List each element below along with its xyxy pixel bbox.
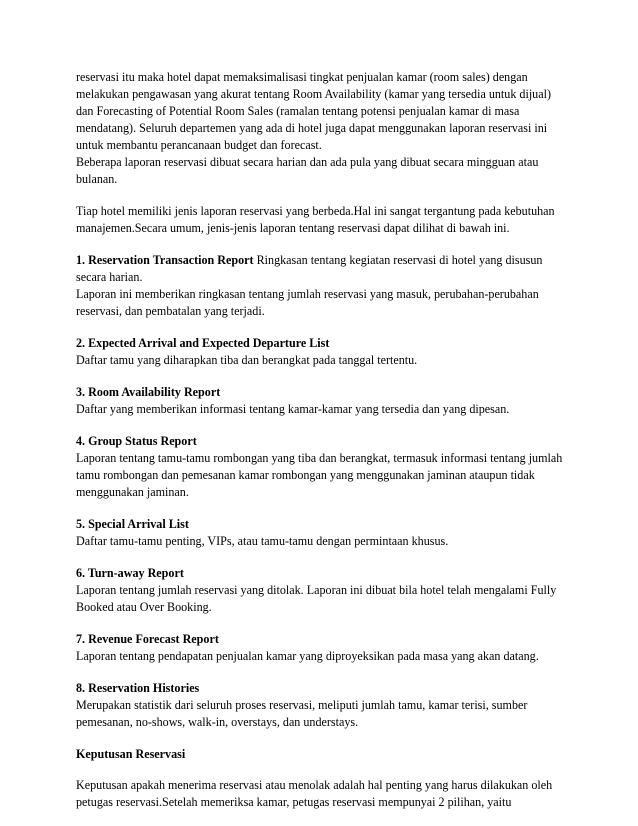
- report-section-5: [76, 516, 564, 550]
- decision-heading: [76, 746, 564, 763]
- report-section-1-inline-text: Ringkasan tentang kegiatan reservasi di hotel yang disusun secara harian.: [76, 253, 543, 284]
- document-page: [76, 69, 564, 811]
- report-section-1-heading-line: [76, 252, 564, 286]
- report-section-8: [76, 680, 564, 731]
- report-section-5-title: 5. Special Arrival List: [76, 517, 189, 531]
- report-section-1: [76, 252, 564, 320]
- decision-paragraph: Keputusan apakah menerima reservasi atau menolak adalah hal penting yang harus dilakukan oleh petugas reservasi.Setelah memeriksa kamar, petugas reservasi mempunyai 2 pilihan, yaitu: [76, 778, 553, 809]
- report-section-8-body: Merupakan statistik dari seluruh proses reservasi, meliputi jumlah tamu, kamar terisi, sumber pemesanan, no-shows, walk-in, overstays, dan understays.: [76, 698, 528, 729]
- report-section-7-body: Laporan tentang pendapatan penjualan kamar yang diproyeksikan pada masa yang akan datang.: [76, 649, 539, 663]
- intro-paragraph-1: reservasi itu maka hotel dapat memaksimalisasi tingkat penjualan kamar (room sales) dengan melakukan pengawasan yang akurat tentang Room Availability (kamar yang tersedia untuk dijual) dan Forecasting of Potential Room Sales (ramalan tentang potensi penjualan kamar di masa mendatang). Seluruh departemen yang ada di hotel juga dapat menggunakan laporan reservasi ini untuk membantu perancanaan budget dan forecast.: [76, 70, 551, 152]
- report-section-4-title: 4. Group Status Report: [76, 434, 197, 448]
- report-section-2-body: Daftar tamu yang diharapkan tiba dan berangkat pada tanggal tertentu.: [76, 353, 418, 367]
- report-section-4-body: Laporan tentang tamu-tamu rombongan yang tiba dan berangkat, termasuk informasi tentang jumlah tamu rombongan dan pemesanan kamar rombongan yang menggunakan jaminan ataupun tidak menggunakan jaminan.: [76, 451, 563, 499]
- report-section-3-title: 3. Room Availability Report: [76, 385, 221, 399]
- report-section-3: [76, 384, 564, 418]
- report-section-2-title: 2. Expected Arrival and Expected Departure List: [76, 336, 330, 350]
- report-section-7: [76, 631, 564, 665]
- decision-heading-text: Keputusan Reservasi: [76, 747, 186, 761]
- report-section-5-body: Daftar tamu-tamu penting, VIPs, atau tamu-tamu dengan permintaan khusus.: [76, 534, 449, 548]
- intro-paragraph-3: Tiap hotel memiliki jenis laporan reservasi yang berbeda.Hal ini sangat tergantung pada kebutuhan manajemen.Secara umum, jenis-jenis laporan tentang reservasi dapat dilihat di bawah ini.: [76, 204, 555, 235]
- report-section-6: [76, 565, 564, 616]
- report-section-1-title: 1. Reservation Transaction Report: [76, 253, 254, 267]
- report-section-6-body: Laporan tentang jumlah reservasi yang ditolak. Laporan ini dibuat bila hotel telah mengalami Fully Booked atau Over Booking.: [76, 583, 557, 614]
- report-section-4: [76, 433, 564, 501]
- report-section-2: [76, 335, 564, 369]
- report-section-7-title: 7. Revenue Forecast Report: [76, 632, 219, 646]
- report-section-1-body: Laporan ini memberikan ringkasan tentang jumlah reservasi yang masuk, perubahan-perubahan reservasi, dan pembatalan yang terjadi.: [76, 287, 539, 318]
- report-section-8-title: 8. Reservation Histories: [76, 681, 200, 695]
- report-section-3-body: Daftar yang memberikan informasi tentang kamar-kamar yang tersedia dan yang dipesan.: [76, 402, 510, 416]
- report-section-6-title: 6. Turn-away Report: [76, 566, 184, 580]
- intro-paragraph-2: Beberapa laporan reservasi dibuat secara harian dan ada pula yang dibuat secara mingguan atau bulanan.: [76, 155, 539, 186]
